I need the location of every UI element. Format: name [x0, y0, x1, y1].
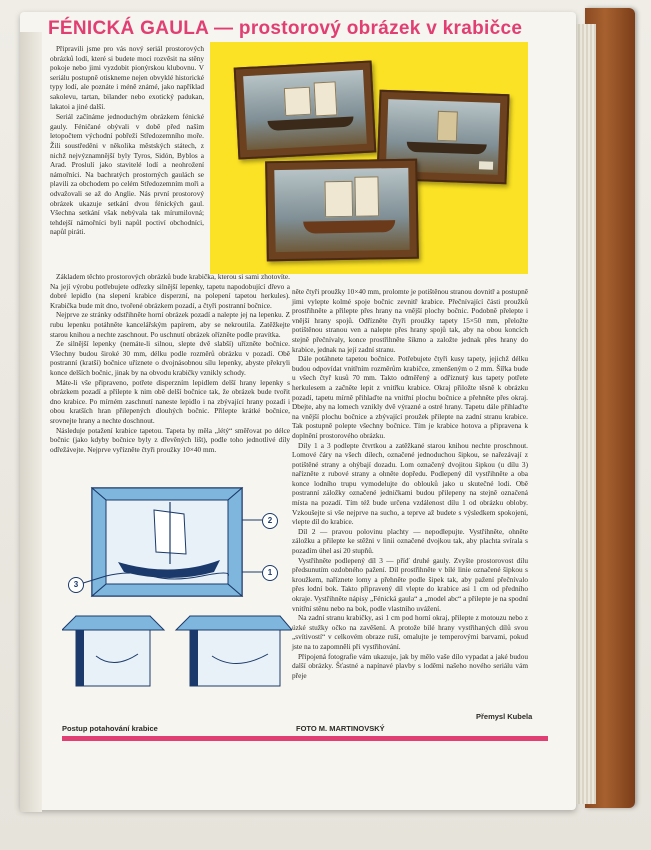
instructions-column-left — [50, 272, 290, 454]
ship-hull — [406, 142, 486, 155]
sail — [354, 176, 379, 216]
sail — [284, 87, 311, 116]
glue-paragraph: Máte-li vše připraveno, potřete disperzním lepidlem delší hrany lepenky s obrázkem pozadí a přilepte k nim obě delší bočnice tak, že obrázek bude tvořit dno krabice. Po mírném zaschnutí naneste lepidlo i na zbývající hrany pozadí i obou kratších hran přilepených dlouhých bočnic. Přilepte krátké bočnice, srovnejte hrany a nechte doschnout. — [50, 377, 290, 425]
wallpaper-paragraph: Následuje potažení krabice tapetou. Tapeta by měla „létý“ směřovat po délce bočnic (jako kdyby bočnice byly z dřevěných lišt), podle toho jednotlivé díly odřežávejte. Nejprve vyřízněte čtyři proužky 10×40 mm. — [50, 425, 290, 454]
background-paragraph: Nejprve ze stránky odstřihněte horní obrázek pozadí a nalepte jej na lepenku. Z rubu lepenku potáhněte kancelářským papírem, aby se nekroutila. Zatěžkejte starou knihou a nechte zaschnout. Po uschnutí obrázek ořízněte podle pravítka. — [50, 310, 290, 339]
box-bottom-side — [92, 584, 242, 596]
ship-hull — [303, 220, 395, 234]
side-covering-paragraph: Dále potáhnete tapetou bočnice. Potřebujete čtyři kusy tapety, jejichž délku budou odpovídat vnitřním rozměrům krabičce, zmenšeným o 2 mm. Šířka bude u všech čtyř kusů 70 mm. Takto odměřený a odříznutý kus tapety potřete herkulesem a začněte lepit z vnitřku krabice. Okraj přiložte těsně k obrázku pozadí, tapetu mírně přihlaďte na vnitřní plochu bočnice a přehněte přes okraj. Dbejte, aby na lomech vznikly dvě výrazné a ostré hrany. Tapetu dále přihlaďte na vnější plochu bočnice a zbývající proužek přilepte na zadní stranu krabice. Tak postupně polepte všechny bočnice. Tím je krabice hotova a připravena k doplnění prostorového obrázku. — [292, 354, 528, 440]
author-name: Přemysl Kubela — [476, 712, 533, 721]
box-right-side — [228, 488, 242, 596]
label-tag — [479, 161, 493, 169]
part-2-paragraph: Díl 2 — pravou polovinu plachty — nepodlepujte. Vystřihněte, ohněte záložku a přilepte ke stěžni v linii označené dvojkou tak, aby plachta svírala s pozadím úhel asi 20 stupňů. — [292, 526, 528, 556]
corner-strips-paragraph: něte čtyři proužky 10×40 mm, prolomte je potištěnou stranou dovnitř a postupně jimi vylepte kolmé spoje bočnic zevnitř krabice. Přečnívající části proužků prostřihněte a přilepte přes hrany na vnější plochy bočnic. Podobně přelepte i vnější hrany spojů. Odřízněte čtyři proužky tapety 15×50 mm, přeložte potištěnou stranou ven a nalepte přes hrany spojů tak, aby na obou koncích stejně přečnívaly, konce prostřihněte šikmo a založte jednak přes hrany do krabice, jednak na její zadní stranu. — [292, 287, 528, 354]
photo-credit: FOTO M. MARTINOVSKÝ — [296, 724, 385, 733]
callout-3: 3 — [68, 577, 84, 593]
parts-1-3-paragraph: Díly 1 a 3 podlepte čtvrtkou a zatěžkané starou knihou nechte proschnout. Lomové čáry na všech dílech, označené jednoduchou šipkou, se nařezávají z potištěné strany a ohýbají dozadu. Lom označený dvojitou šipkou (u dílu 3) nařízněte z rubové strany a ohněte dopředu. Podlepený díl vystřihněte a oba konce lodního trupu vymodelujte do oblouků jako u skutečné lodi. Obě postranní záložky označené jedničkami budou přilepeny na stejně označená místa na pozadí. Tím též bude určena vzdálenost dílu 1 od obrázku obloby. Vzkoušejte si vše nejprve na sucho, a teprve až budete s výsledkem spokojeni, vlepte díl do krabice. — [292, 440, 528, 527]
sail — [324, 181, 353, 217]
shadow-box-1 — [234, 60, 377, 159]
photo-panel — [210, 42, 528, 274]
box-top-side — [92, 488, 242, 500]
article-title: FÉNICKÁ GAULA — prostorový obrázek v krabičce — [48, 18, 523, 39]
diagram-svg — [62, 480, 292, 705]
callout-2: 2 — [262, 513, 278, 529]
diagram-caption: Postup potahování krabice — [62, 724, 158, 733]
footer-accent-bar — [62, 736, 548, 741]
box-step-a-edge — [76, 630, 84, 686]
sail — [314, 81, 338, 116]
page-gutter — [20, 32, 42, 812]
history-paragraph: Seriál začínáme jednoduchým obrázkem fénické gauly. Féničané obývali v době před naším letopočtem východní pobřeží Středozemního moře. Žili soustředěni v několika městských státech, z nichž nejvýznamnější byly Tyros, Sidón, Byblos a Arad. Proslulí jako stavitelé lodí a neohrožení námořníci. Na bachratých prostorných gaulách se plavili za obchodem po celém Středozemním moři a odvažovali se až do Anglie. Nás první prostorový obrázek ukazuje setkání dvou fénických gaul. Všechna setkání však nebývala tak mírumilovná; tehdejší námořníci byli napůl poctiví obchodníci, napůl piráti. — [50, 112, 204, 237]
shadow-box-scene — [274, 168, 409, 252]
intro-column — [50, 44, 204, 237]
closing-paragraph: Připojená fotografie vám ukazuje, jak by mělo vaše dílo vypadat a jaké budou další obrázky. Šťastné a napínavé plavby s loděmi našeho nového seriálu vám přeje — [292, 651, 528, 680]
instructions-column-right — [292, 287, 528, 680]
box-assembly-diagram — [62, 480, 292, 705]
intro-paragraph: Připravili jsme pro vás nový seriál prostorových obrázků lodí, které si budete moci rozvěsit na stěny pokoje nebo jimi vyzdobit pionýrskou klubovnu. V seriálu postupně otiskneme nejen obvyklé historické typy lodí, ale poznáte i méně známé, jako například sakolevu, tartan, bilander nebo exotický padukan, lakatoi a jiné další. — [50, 44, 204, 111]
sides-paragraph: Ze silnější lepenky (nemáte-li silnou, slepte dvě slabší) uřízněte bočnice. Všechny budou široké 30 mm, délku podle rozměrů obrázku v pozadí. Obě postranní (kratší) bočnice uříznete o dvojnásobnou sílu lepenky, abyste překryli konce delších bočnic, jinak by na obvodu krabičky vznikly schody. — [50, 339, 290, 377]
shadow-box-scene — [243, 70, 367, 150]
ship-hull — [268, 116, 354, 130]
box-step-b-top — [176, 616, 292, 630]
part-3-paragraph: Vystřihněte podlepený díl 3 — příď druhé gauly. Zvyšte prostorovost dílu předsunutím ozdobného pažení. Díl prostřihněte v bílé linie označené šipkou s kroužkem, naříznete lomy a přehněte podle šipek tak, aby pažení přečnívalo přes lodní bok. Takto připravený díl vlepte do krabice asi 1 cm od předního okraje. Vystřihněte nápisy „Fénická gaula“ a „model abc“ a přilepte je na spodní vnitřní stěnu nebo na bok, podle vlastního uvážení. — [292, 555, 528, 613]
sail — [437, 111, 458, 142]
box-step-a-top — [62, 616, 164, 630]
callout-1: 1 — [262, 565, 278, 581]
box-base-paragraph: Základem těchto prostorových obrázků bude krabička, kterou si sami zhotovíte. Na její výrobu potřebujete odřezky silnější lepenky, tapetu napodobující dřevo a dobré lepidlo (na slepení krabice disperzní, na polepení tapetou herkules). Krabička bude mít dno, tvořené obrázkem pozadí, a čtyři postranní bočnice. — [50, 272, 290, 310]
shadow-box-3 — [265, 159, 419, 262]
hanging-loop-paragraph: Na zadní stranu krabičky, asi 1 cm pod horní okraj, přilepte z motouzu nebo z úzké stužky očko na zavěšení. A protože bílé hrany vystřihaných dílů svou „svítivostí“ v celkovém obraze ruší, omalujte je temperovými barvami, pokud jste na to zapomněli při vystřihování. — [292, 613, 528, 651]
box-step-b-edge — [190, 630, 198, 686]
